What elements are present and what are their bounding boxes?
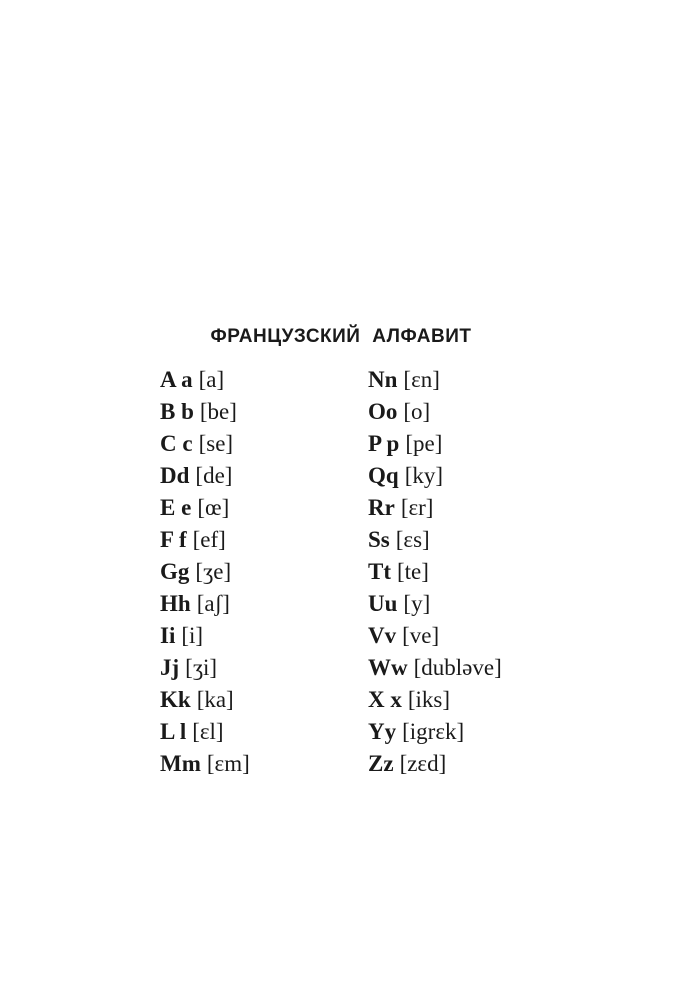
pronunciation: [y] xyxy=(403,591,431,616)
letter: Mm xyxy=(160,751,201,776)
letter: E e xyxy=(160,495,192,520)
pronunciation: [ɛs] xyxy=(395,527,430,552)
alphabet-right-column xyxy=(368,364,502,780)
letter: F f xyxy=(160,527,187,552)
alphabet-entry xyxy=(160,460,250,492)
alphabet-entry xyxy=(160,620,250,652)
letter: Ii xyxy=(160,623,176,648)
letter: Kk xyxy=(160,687,191,712)
alphabet-entry xyxy=(160,716,250,748)
alphabet-entry xyxy=(160,652,250,684)
alphabet-entry xyxy=(368,716,502,748)
alphabet-entry xyxy=(160,748,250,780)
alphabet-entry xyxy=(160,684,250,716)
letter: Yy xyxy=(368,719,397,744)
alphabet-entry xyxy=(368,524,502,556)
letter: Qq xyxy=(368,463,399,488)
pronunciation: [aʃ] xyxy=(196,591,230,616)
alphabet-entry xyxy=(160,492,250,524)
letter: Vv xyxy=(368,623,397,648)
pronunciation: [a] xyxy=(198,367,225,392)
alphabet-entry xyxy=(368,588,502,620)
letter: Oo xyxy=(368,399,398,424)
pronunciation: [ɛl] xyxy=(192,719,224,744)
letter: Dd xyxy=(160,463,190,488)
alphabet-entry xyxy=(368,492,502,524)
alphabet-entry xyxy=(160,396,250,428)
letter: Hh xyxy=(160,591,191,616)
pronunciation: [te] xyxy=(397,559,429,584)
pronunciation: [o] xyxy=(403,399,431,424)
pronunciation: [zɛd] xyxy=(399,751,447,776)
pronunciation: [i] xyxy=(181,623,204,648)
pronunciation: [ɛn] xyxy=(403,367,440,392)
alphabet-entry xyxy=(160,364,250,396)
pronunciation: [ka] xyxy=(196,687,234,712)
pronunciation: [ʒe] xyxy=(195,559,232,584)
letter: Rr xyxy=(368,495,395,520)
pronunciation: [de] xyxy=(195,463,233,488)
alphabet-entry xyxy=(160,556,250,588)
alphabet-entry xyxy=(160,428,250,460)
letter: Tt xyxy=(368,559,391,584)
alphabet-entry xyxy=(368,652,502,684)
letter: C c xyxy=(160,431,193,456)
pronunciation: [ve] xyxy=(402,623,440,648)
letter: Ss xyxy=(368,527,390,552)
pronunciation: [ʒi] xyxy=(185,655,218,680)
pronunciation: [ɛr] xyxy=(400,495,434,520)
pronunciation: [se] xyxy=(198,431,234,456)
pronunciation: [ɛm] xyxy=(206,751,250,776)
pronunciation: [ky] xyxy=(404,463,444,488)
page-title: ФРАНЦУЗСКИЙ АЛФАВИТ xyxy=(210,326,472,347)
alphabet-entry xyxy=(368,428,502,460)
alphabet-entry xyxy=(368,684,502,716)
letter: Ww xyxy=(368,655,408,680)
pronunciation: [pe] xyxy=(405,431,443,456)
alphabet-left-column xyxy=(160,364,250,780)
letter: Gg xyxy=(160,559,190,584)
letter: L l xyxy=(160,719,187,744)
alphabet-entry xyxy=(368,460,502,492)
letter: B b xyxy=(160,399,194,424)
pronunciation: [iks] xyxy=(407,687,451,712)
letter: Jj xyxy=(160,655,180,680)
letter: Uu xyxy=(368,591,398,616)
alphabet-entry xyxy=(368,620,502,652)
alphabet-entry xyxy=(368,364,502,396)
pronunciation: [dubləve] xyxy=(413,655,502,680)
letter: Zz xyxy=(368,751,394,776)
letter: A a xyxy=(160,367,193,392)
pronunciation: [be] xyxy=(199,399,237,424)
pronunciation: [igrɛk] xyxy=(402,719,465,744)
alphabet-entry xyxy=(160,588,250,620)
letter: Nn xyxy=(368,367,398,392)
pronunciation: [ef] xyxy=(192,527,226,552)
letter: P p xyxy=(368,431,400,456)
alphabet-entry xyxy=(368,748,502,780)
alphabet-entry xyxy=(368,556,502,588)
pronunciation: [œ] xyxy=(197,495,230,520)
alphabet-entry xyxy=(368,396,502,428)
alphabet-entry xyxy=(160,524,250,556)
letter: X x xyxy=(368,687,402,712)
